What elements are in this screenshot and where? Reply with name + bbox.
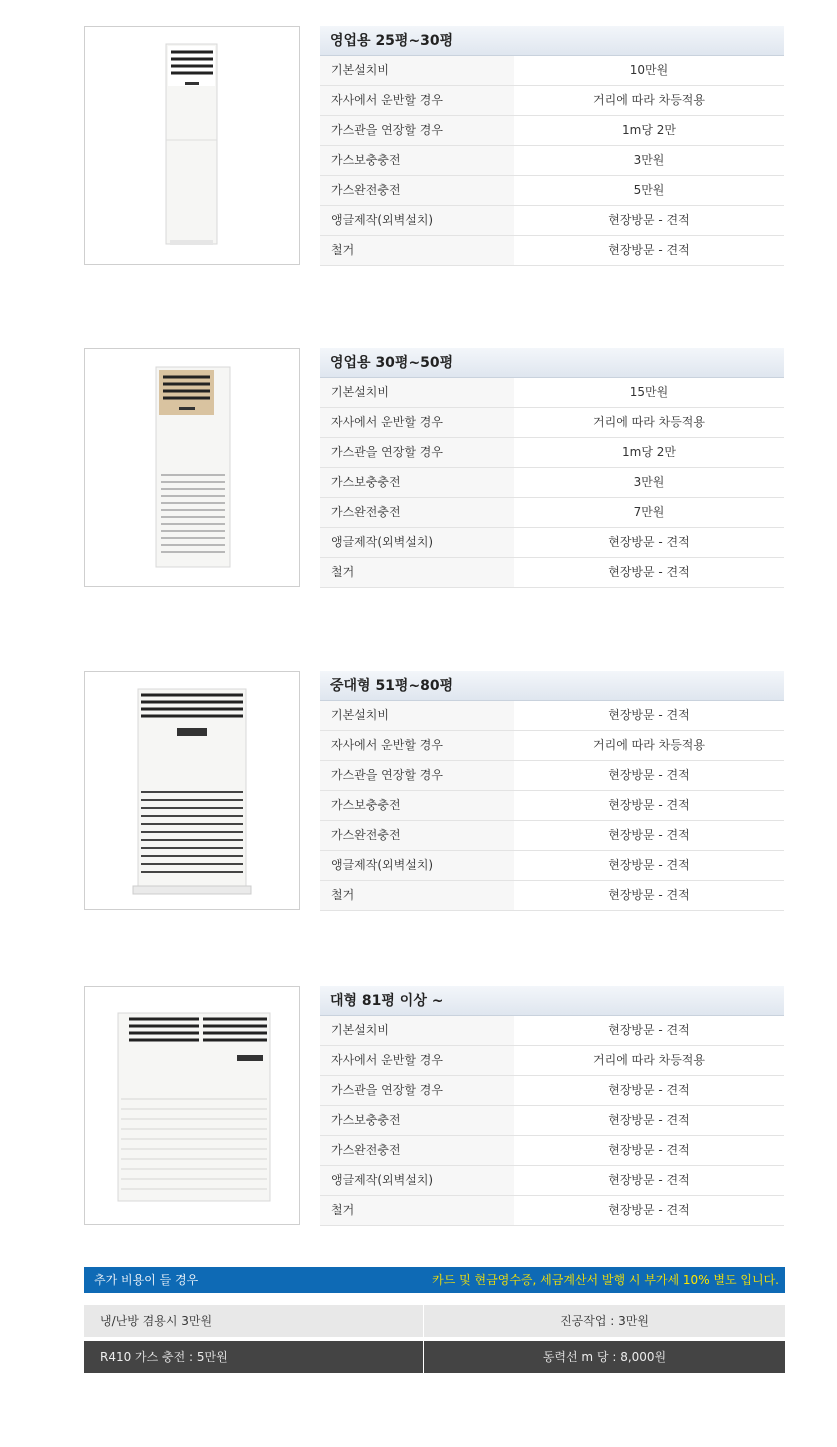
air-conditioner-image [85, 349, 299, 586]
table-row [320, 1046, 784, 1076]
row-value: 3만원 [633, 475, 665, 489]
extra-cost-right: 동력선 m 당 : 8,000원 [542, 1350, 667, 1364]
section-title: 대형 81평 이상 ~ [320, 986, 784, 1016]
table-row [320, 1166, 784, 1196]
row-label: 앵글제작(외벽설치) [320, 206, 514, 235]
row-value: 현장방문 - 견적 [608, 535, 690, 549]
row-label: 철거 [320, 236, 514, 265]
row-value: 1m당 2만 [622, 445, 676, 459]
row-label: 가스완전충전 [320, 498, 514, 527]
row-label: 자사에서 운반할 경우 [320, 731, 514, 760]
row-value: 현장방문 - 견적 [608, 1023, 690, 1037]
row-label: 가스관을 연장할 경우 [320, 761, 514, 790]
product-image-box [84, 671, 300, 910]
row-value: 현장방문 - 견적 [608, 243, 690, 257]
row-label: 기본설치비 [320, 1016, 514, 1045]
row-value: 거리에 따라 차등적용 [593, 1053, 705, 1067]
air-conditioner-image [85, 27, 299, 264]
air-conditioner-image [85, 672, 299, 909]
row-label: 자사에서 운반할 경우 [320, 408, 514, 437]
table-row [320, 378, 784, 408]
row-label: 앵글제작(외벽설치) [320, 1166, 514, 1195]
row-label: 자사에서 운반할 경우 [320, 86, 514, 115]
table-row [320, 56, 784, 86]
table-row [320, 176, 784, 206]
row-label: 가스보충충전 [320, 791, 514, 820]
table-row [320, 761, 784, 791]
table-row [320, 701, 784, 731]
row-label: 가스완전충전 [320, 176, 514, 205]
row-value: 현장방문 - 견적 [608, 1143, 690, 1157]
row-value: 현장방문 - 견적 [608, 1083, 690, 1097]
row-label: 기본설치비 [320, 701, 514, 730]
extra-cost-row [84, 1305, 785, 1337]
price-table [320, 26, 784, 266]
table-row [320, 1106, 784, 1136]
table-row [320, 408, 784, 438]
table-row [320, 236, 784, 266]
row-value: 10만원 [629, 63, 669, 77]
table-row [320, 528, 784, 558]
section-title: 중대형 51평~80평 [320, 671, 784, 701]
row-label: 철거 [320, 1196, 514, 1225]
air-conditioner-image [85, 987, 299, 1224]
row-value: 15만원 [629, 385, 669, 399]
row-label: 가스완전충전 [320, 821, 514, 850]
row-value: 현장방문 - 견적 [608, 565, 690, 579]
table-row [320, 1016, 784, 1046]
extra-cost-title: 추가 비용이 들 경우 [94, 1273, 199, 1287]
table-row [320, 881, 784, 911]
table-row [320, 791, 784, 821]
row-value: 5만원 [633, 183, 665, 197]
table-row [320, 468, 784, 498]
row-value: 현장방문 - 견적 [608, 888, 690, 902]
section-title: 영업용 25평~30평 [320, 26, 784, 56]
row-value: 현장방문 - 견적 [608, 798, 690, 812]
product-image-box [84, 348, 300, 587]
table-row [320, 558, 784, 588]
row-value: 현장방문 - 견적 [608, 213, 690, 227]
row-value: 7만원 [633, 505, 665, 519]
row-label: 가스관을 연장할 경우 [320, 116, 514, 145]
row-value: 현장방문 - 견적 [608, 858, 690, 872]
product-image-box [84, 986, 300, 1225]
extra-cost-banner [84, 1267, 785, 1293]
row-label: 앵글제작(외벽설치) [320, 528, 514, 557]
row-label: 자사에서 운반할 경우 [320, 1046, 514, 1075]
row-value: 거리에 따라 차등적용 [593, 93, 705, 107]
row-value: 현장방문 - 견적 [608, 708, 690, 722]
row-label: 가스보충충전 [320, 1106, 514, 1135]
row-label: 가스보충충전 [320, 146, 514, 175]
price-table [320, 671, 784, 911]
table-row [320, 821, 784, 851]
row-label: 가스관을 연장할 경우 [320, 438, 514, 467]
extra-cost-row [84, 1341, 785, 1373]
price-table [320, 986, 784, 1226]
row-value: 거리에 따라 차등적용 [593, 415, 705, 429]
row-label: 앵글제작(외벽설치) [320, 851, 514, 880]
extra-cost-left: R410 가스 충전 : 5만원 [100, 1350, 228, 1364]
table-row [320, 731, 784, 761]
table-row [320, 1136, 784, 1166]
row-value: 거리에 따라 차등적용 [593, 738, 705, 752]
row-label: 가스완전충전 [320, 1136, 514, 1165]
section-title: 영업용 30평~50평 [320, 348, 784, 378]
price-table [320, 348, 784, 588]
product-image-box [84, 26, 300, 265]
row-label: 기본설치비 [320, 56, 514, 85]
table-row [320, 206, 784, 236]
row-label: 철거 [320, 558, 514, 587]
row-value: 현장방문 - 견적 [608, 768, 690, 782]
row-label: 기본설치비 [320, 378, 514, 407]
row-label: 철거 [320, 881, 514, 910]
table-row [320, 86, 784, 116]
table-row [320, 438, 784, 468]
table-row [320, 851, 784, 881]
tax-notice: 카드 및 현금영수증, 세금계산서 발행 시 부가세 10% 별도 입니다. [432, 1273, 779, 1287]
row-value: 1m당 2만 [622, 123, 676, 137]
row-value: 3만원 [633, 153, 665, 167]
row-label: 가스보충충전 [320, 468, 514, 497]
extra-cost-right: 진공작업 : 3만원 [560, 1314, 649, 1328]
row-value: 현장방문 - 견적 [608, 828, 690, 842]
table-row [320, 146, 784, 176]
table-row [320, 498, 784, 528]
extra-cost-left: 냉/난방 겸용시 3만원 [100, 1314, 213, 1328]
row-label: 가스관을 연장할 경우 [320, 1076, 514, 1105]
table-row [320, 1196, 784, 1226]
table-row [320, 1076, 784, 1106]
row-value: 현장방문 - 견적 [608, 1173, 690, 1187]
table-row [320, 116, 784, 146]
row-value: 현장방문 - 견적 [608, 1203, 690, 1217]
row-value: 현장방문 - 견적 [608, 1113, 690, 1127]
